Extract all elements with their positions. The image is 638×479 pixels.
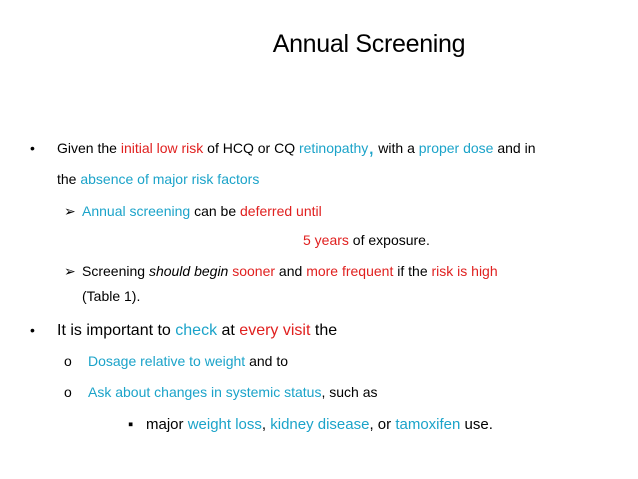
text-span: and in (493, 140, 536, 156)
sub-bullet-1-line-1 (82, 203, 322, 219)
text-span: retinopathy (298, 140, 369, 156)
text-span: Given the (57, 140, 121, 156)
circle-bullet-icon: o (64, 353, 72, 369)
text-span: check (175, 322, 218, 339)
square-item (146, 416, 493, 433)
text-span: major (146, 416, 188, 433)
circle-bullet-icon: o (64, 384, 72, 400)
text-span: Dosage relative to weight (88, 353, 246, 369)
text-span: the (310, 322, 338, 339)
circle-item-2 (88, 384, 377, 400)
text-span: kidney disease (270, 416, 370, 433)
sub-bullet-2-line-1 (82, 263, 498, 279)
text-span: Screening (82, 263, 149, 279)
text-span: and to (245, 353, 289, 369)
bullet-1-line-2 (57, 171, 259, 187)
text-span: risk is high (431, 263, 498, 279)
arrow-bullet-icon: ➢ (64, 203, 76, 219)
text-span: absence of major risk factors (80, 171, 260, 187)
text-span: can be (190, 203, 241, 219)
text-span: use. (460, 416, 493, 433)
slide-title: Annual Screening (272, 30, 466, 58)
arrow-bullet-icon: ➢ (64, 263, 76, 279)
bullet-1-line-1 (57, 134, 536, 159)
text-span: of HCQ or CQ (203, 140, 299, 156)
square-bullet-icon: ▪ (128, 416, 134, 433)
text-span: should begin (148, 263, 229, 279)
sub-bullet-1-line-2 (303, 232, 430, 248)
text-span: , or (369, 416, 396, 433)
text-span: and (275, 263, 307, 279)
text-span: at (217, 322, 240, 339)
text-span: proper dose (418, 140, 494, 156)
text-span: with a (374, 140, 419, 156)
text-span: tamoxifen (395, 416, 461, 433)
bullet-2-marker: • (30, 322, 35, 338)
text-span: of exposure. (348, 232, 430, 248)
text-span: if the (393, 263, 432, 279)
sub-bullet-2-line-2: (Table 1). (82, 288, 141, 304)
text-span: the (57, 171, 81, 187)
text-span: , such as (321, 384, 378, 400)
text-span: , (261, 416, 271, 433)
text-span: Annual screening (82, 203, 191, 219)
bullet-2-line (57, 322, 337, 340)
text-span: every visit (239, 322, 311, 339)
text-span: weight loss (187, 416, 262, 433)
text-span: It is important to (57, 322, 176, 339)
circle-item-1 (88, 353, 288, 369)
text-span: , (368, 134, 375, 159)
text-span: sooner (228, 263, 276, 279)
bullet-1-marker: • (30, 140, 35, 156)
text-span: more frequent (306, 263, 394, 279)
text-span: 5 years (303, 232, 349, 248)
text-span: Ask about changes in systemic status (88, 384, 322, 400)
text-span: deferred until (240, 203, 322, 219)
text-span: initial low risk (120, 140, 204, 156)
